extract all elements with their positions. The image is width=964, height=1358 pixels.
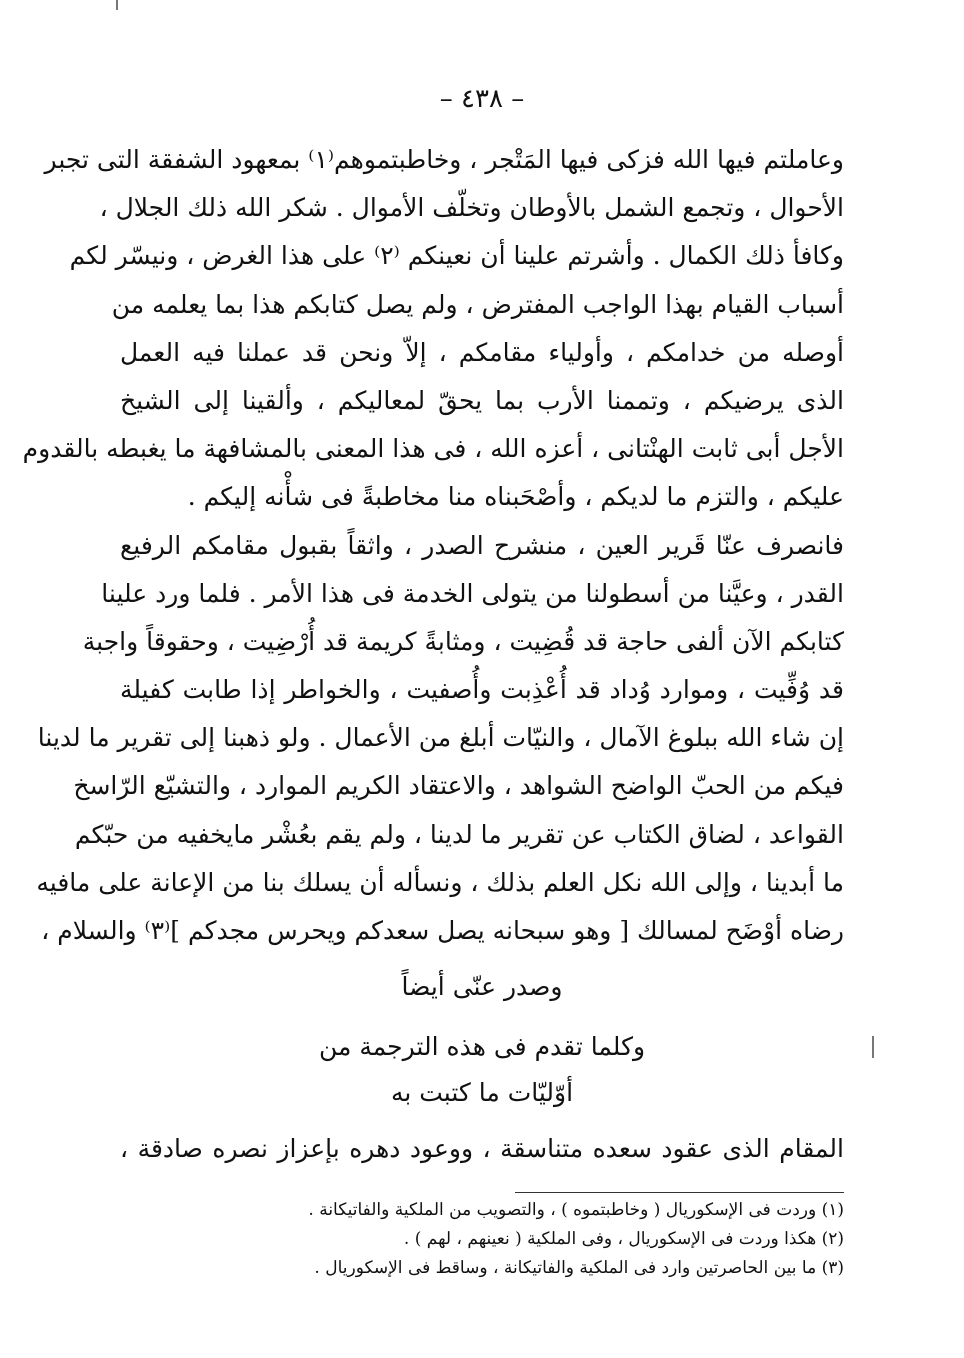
body-line: الأجل أبى ثابت الهنْتانى ، أعزه الله ، فى هذا المعنى بالمشافهة ما يغبطه بالقدوم [22, 434, 844, 464]
scan-edge-mark [116, 0, 118, 10]
scan-margin-mark [872, 1036, 874, 1058]
body-line: الأحوال ، وتجمع الشمل بالأوطان وتخلّف الأموال . شكر الله ذلك الجلال ، [99, 193, 844, 223]
footnotes [200, 1196, 844, 1283]
footnote: (٢) هكذا وردت فى الإسكوريال ، وفى الملكية ( نعينهم ، لهم ) . [403, 1229, 844, 1249]
page-number: – ٤٣٨ – [439, 84, 525, 114]
body-line: كتابكم الآن ألفى حاجة قد قُضِيت ، ومثابةً كريمة قد أُرْضِيت ، وحقوقاً واجبة [82, 626, 844, 656]
section-heading: وصدر عنّى أيضاً [401, 972, 563, 1001]
body-line: فانصرف عنّا قَرير العين ، منشرح الصدر ، واثقاً بقبول مقامكم الرفيع [120, 530, 844, 560]
body-line: القدر ، وعيَّنا من أسطولنا من يتولى الخدمة فى هذا الأمر . فلما ورد علينا [101, 578, 844, 608]
body-line: أسباب القيام بهذا الواجب المفترض ، ولم يصل كتابكم هذا بما يعلمه من [111, 289, 844, 319]
body-line: ما أبدينا ، وإلى الله نكل العلم بذلك ، ونسأله أن يسلك بنا من الإعانة على مافيه [36, 867, 844, 897]
footnote-divider [515, 1192, 844, 1193]
body-line: أوصله من خدامكم ، وأولياء مقامكم ، إلاّ ونحن قد عملنا فيه العمل [120, 337, 844, 367]
body-text [22, 136, 844, 955]
letter-opening-line: المقام الذى عقود سعده متناسقة ، ووعود دهره بإعزاز نصره صادقة ، [120, 1134, 844, 1163]
body-line: فيكم من الحبّ الواضح الشواهد ، والاعتقاد الكريم الموارد ، والتشيّع الرّاسخ [73, 771, 844, 801]
body-line: إن شاء الله ببلوغ الآمال ، والنيّات أبلغ من الأعمال . ولو ذهبنا إلى تقرير ما لدينا [37, 723, 844, 753]
body-line: قد وُفِّيت ، وموارد وُداد قد أُعْذِبت وأُصفيت ، والخواطر إذا طابت كفيلة [120, 675, 844, 705]
body-line: وعاملتم فيها الله فزكى فيها المَتْجر ، وخاطبتموهم⁽١⁾ بمعهود الشفقة التى تجبر [44, 145, 844, 174]
section-subheading: وكلما تقدم فى هذه الترجمة من [318, 1032, 646, 1061]
body-line: وكافأ ذلك الكمال . وأشرتم علينا أن نعينكم ⁽٢⁾ على هذا الغرض ، ونيسّر لكم [69, 241, 844, 271]
body-line: الذى يرضيكم ، وتممنا الأرب بما يحقّ لمعاليكم ، وألقينا إلى الشيخ [120, 385, 844, 415]
footnote: (٣) ما بين الحاصرتين وارد فى الملكية والفاتيكانة ، وساقط فى الإسكوريال . [314, 1258, 844, 1278]
footnote: (١) وردت فى الإسكوريال ( وخاطبتموه ) ، والتصويب من الملكية والفاتيكانة . [308, 1200, 844, 1220]
section-subheading: أوّليّات ما كتبت به [390, 1078, 574, 1107]
body-line: القواعد ، لضاق الكتاب عن تقرير ما لدينا ، ولم يقم بعُشْر مايخفيه من حبّكم [74, 819, 844, 849]
body-line: عليكم ، والتزم ما لديكم ، وأصْحَبناه منا مخاطبةً فى شأْنه إليكم . [187, 482, 844, 512]
body-line: رضاه أوْضَح لمسالك [ وهو سبحانه يصل سعدكم ويحرس مجدكم ]⁽٣⁾ والسلام ، [41, 916, 844, 945]
